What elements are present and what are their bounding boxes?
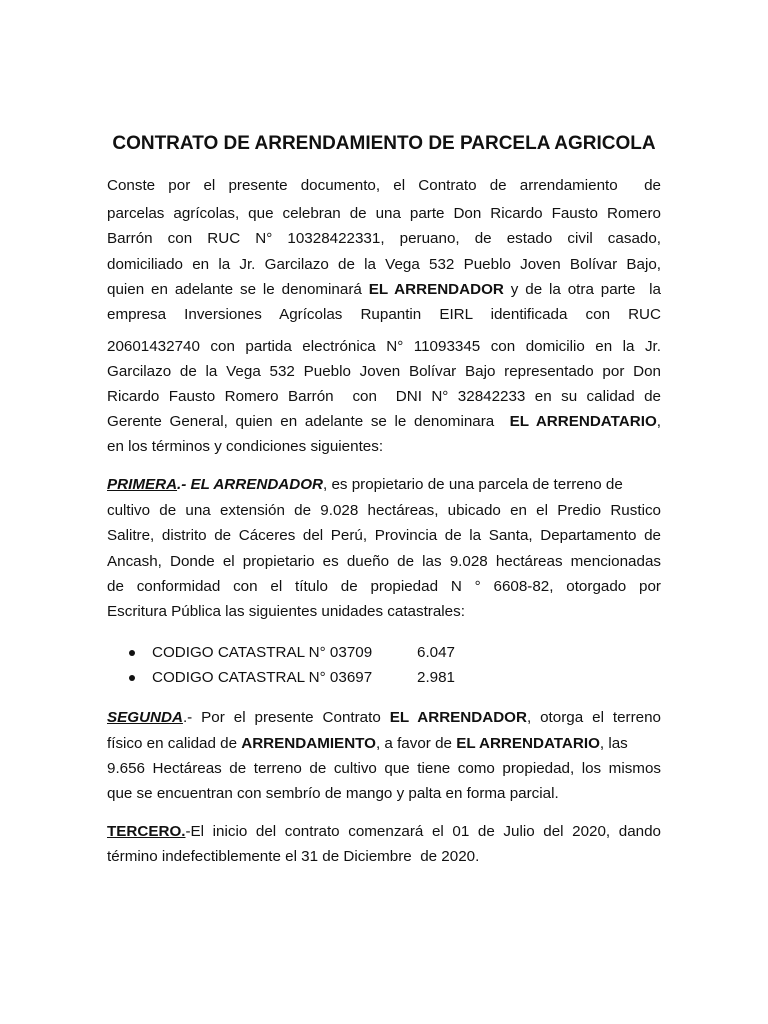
- intro-line-7: 20601432740 con partida electrónica N° 11093345 con domicilio en la Jr.: [107, 338, 661, 355]
- primera-line-3: Salitre, distrito de Cáceres del Perú, Provincia de la Santa, Departamento de: [107, 527, 661, 544]
- intro-line-1: Conste por el presente documento, el Contrato de arrendamiento de: [107, 177, 661, 194]
- intro-line-2: parcelas agrícolas, que celebran de una parte Don Ricardo Fausto Romero: [107, 205, 661, 222]
- clause-label: SEGUNDA: [107, 709, 183, 726]
- party-arrendatario: EL ARRENDATARIO: [509, 413, 657, 430]
- segunda-line-4: que se encuentran con sembrío de mango y palta en forma parcial.: [107, 785, 559, 802]
- tercero-line-2: término indefectiblemente el 31 de Diciembre de 2020.: [107, 848, 480, 865]
- segunda-line-2: físico en calidad de ARRENDAMIENTO, a favor de EL ARRENDATARIO, las: [107, 735, 628, 752]
- bullet-icon: [129, 675, 135, 681]
- segunda-line-1: SEGUNDA.- Por el presente Contrato EL ARRENDADOR, otorga el terreno: [107, 709, 661, 726]
- primera-line-6: Escritura Pública las siguientes unidades catastrales:: [107, 603, 465, 620]
- intro-line-3: Barrón con RUC N° 10328422331, peruano, de estado civil casado,: [107, 230, 661, 247]
- intro-line-9: Ricardo Fausto Romero Barrón con DNI N° 32842233 en su calidad de: [107, 388, 661, 405]
- primera-line-5: de conformidad con el título de propiedad N ° 6608-82, otorgado por: [107, 578, 661, 595]
- primera-line-2: cultivo de una extensión de 9.028 hectáreas, ubicado en el Predio Rustico: [107, 502, 661, 519]
- clause-label: PRIMERA: [107, 476, 178, 493]
- tercero-line-1: TERCERO.-El inicio del contrato comenzará el 01 de Julio del 2020, dando: [107, 823, 661, 840]
- segunda-line-3: 9.656 Hectáreas de terreno de cultivo que tiene como propiedad, los mismos: [107, 760, 661, 777]
- document-title: CONTRATO DE ARRENDAMIENTO DE PARCELA AGRICOLA: [112, 133, 656, 154]
- party-arrendador: EL ARRENDADOR: [368, 281, 504, 298]
- intro-line-11: en los términos y condiciones siguientes:: [107, 438, 384, 455]
- clause-label: TERCERO.: [107, 823, 186, 840]
- intro-line-8: Garcilazo de la Vega 532 Pueblo Joven Bolívar Bajo representado por Don: [107, 363, 661, 380]
- party-arrendador: EL ARRENDADOR: [190, 476, 324, 493]
- primera-line-4: Ancash, Donde el propietario es dueño de las 9.028 hectáreas mencionadas: [107, 553, 661, 570]
- bullet-icon: [129, 650, 135, 656]
- intro-line-4: domiciliado en la Jr. Garcilazo de la Vega 532 Pueblo Joven Bolívar Bajo,: [107, 256, 661, 273]
- primera-line-1: PRIMERA.- EL ARRENDADOR, es propietario de una parcela de terreno de: [107, 476, 623, 493]
- intro-line-10: Gerente General, quien en adelante se le denominara EL ARRENDATARIO,: [107, 413, 661, 430]
- intro-line-6: empresa Inversiones Agrícolas Rupantin EIRL identificada con RUC: [107, 306, 661, 323]
- intro-line-5: quien en adelante se le denominará EL ARRENDADOR y de la otra parte la: [107, 281, 661, 298]
